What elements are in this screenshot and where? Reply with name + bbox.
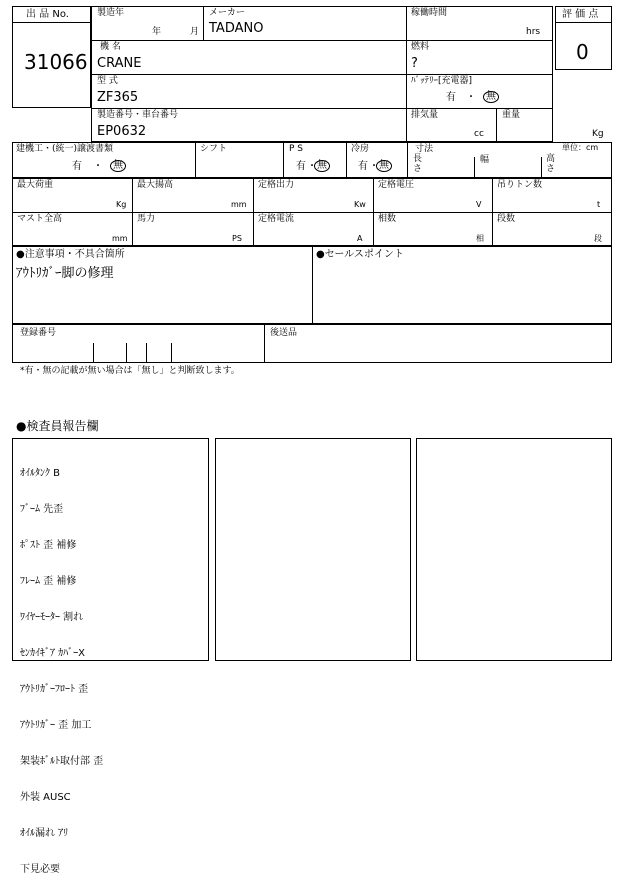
hours-unit: hrs [526, 27, 541, 37]
year-unit-year: 年 [152, 27, 162, 37]
transfer-docs-label: 建機工・(統一)譲渡書類 [16, 144, 114, 154]
ps-label: P S [289, 144, 304, 154]
max-load-label: 最大荷重 [17, 180, 54, 190]
fuel-value: ? [411, 56, 418, 71]
rated-output-label: 定格出力 [258, 180, 295, 190]
height-label: 高 さ [546, 154, 556, 174]
inspector-line: ｵｲﾙ漏れ ｱﾘ [20, 828, 69, 839]
maker-label: メーカー [209, 8, 245, 18]
year-unit-month: 月 [190, 27, 200, 37]
registration-box [12, 324, 612, 363]
lot-number-label: 出 品 No. [26, 9, 69, 20]
inspector-line: ｱｳﾄﾘｶﾞｰﾌﾛｰﾄ 歪 [20, 684, 89, 695]
inspector-line: ﾜｲﾔｰﾓｰﾀｰ 割れ [20, 612, 84, 623]
caution-value: ｱｳﾄﾘｶﾞｰ脚の修理 [16, 266, 114, 281]
stages-label: 段数 [497, 214, 516, 224]
rated-current-label: 定格電流 [258, 214, 295, 224]
battery-no-circled: 無 [483, 91, 499, 103]
cooling-yes: 有 [358, 161, 368, 172]
serial-value: EP0632 [97, 124, 147, 139]
transfer-docs-no-circled: 無 [110, 160, 126, 172]
inspector-line: ﾌﾞｰﾑ 先歪 [20, 504, 64, 515]
footnote: *有・無の記載が無い場合は「無し」と判断致します。 [20, 366, 240, 376]
width-label: 幅 [480, 155, 490, 165]
displacement-label: 排気量 [411, 110, 439, 120]
battery-separator: ・ [466, 92, 476, 103]
weight-unit: Kg [592, 129, 604, 139]
ps-separator: ・ [307, 161, 317, 172]
maker-value: TADANO [209, 21, 264, 36]
mast-height-label: マスト全高 [17, 214, 63, 224]
caution-label: ●注意事項・不具合箇所 [16, 249, 125, 260]
rated-current-unit: A [357, 234, 363, 243]
post-delivery-label: 後送品 [270, 328, 298, 338]
ps-no-circled: 無 [314, 160, 330, 172]
weight-label: 重量 [502, 110, 521, 120]
tonnage-unit: t [597, 200, 601, 209]
serial-label: 製造番号・車台番号 [97, 110, 179, 120]
inspector-line: ﾎﾟｽﾄ 歪 補修 [20, 540, 77, 551]
sales-point-label: ●セールスポイント [316, 249, 404, 260]
cooling-label: 冷房 [351, 144, 370, 154]
machine-name-label: 機 名 [100, 42, 121, 52]
rating-value: 0 [576, 40, 589, 64]
machine-name-value: CRANE [97, 56, 142, 71]
ps-yes: 有 [296, 161, 306, 172]
dimensions-label: 寸法 [415, 144, 434, 154]
rated-voltage-unit: V [476, 200, 482, 209]
max-lift-unit: mm [231, 200, 247, 209]
year-label: 製造年 [97, 8, 125, 18]
model-label: 型 式 [97, 76, 118, 86]
length-label: 長 さ [413, 154, 423, 174]
inspector-line: 下見必要 [20, 864, 60, 875]
dimensions-unit: 単位：cm [562, 143, 599, 152]
lot-number-value: 31066 [24, 50, 88, 74]
inspector-line: ｵｲﾙﾀﾝｸ B [20, 468, 61, 479]
mast-height-unit: mm [112, 234, 128, 243]
inspector-line: ｾﾝｶｲｷﾞｱ ｶﾊﾞｰX [20, 648, 86, 659]
battery-label: ﾊﾞｯﾃﾘｰ[充電器] [411, 76, 473, 86]
cooling-no-circled: 無 [376, 160, 392, 172]
battery-yes: 有 [446, 92, 456, 103]
model-value: ZF365 [97, 90, 139, 105]
max-lift-label: 最大揚高 [137, 180, 174, 190]
rating-label: 評 価 点 [562, 9, 599, 20]
inspector-line: 外装 AUSC [20, 792, 71, 803]
tonnage-label: 吊りトン数 [497, 180, 543, 190]
hours-label: 稼働時間 [411, 8, 448, 18]
rated-output-unit: Kw [354, 200, 366, 209]
inspector-line: ﾌﾚｰﾑ 歪 補修 [20, 576, 77, 587]
inspector-line: 架装ﾎﾞﾙﾄ取付部 歪 [20, 756, 104, 767]
stages-unit: 段 [594, 234, 602, 243]
rated-voltage-label: 定格電圧 [378, 180, 415, 190]
phase-label: 相数 [378, 214, 397, 224]
fuel-label: 燃料 [411, 42, 430, 52]
shift-label: シフト [200, 144, 228, 154]
displacement-unit: cc [474, 129, 484, 139]
horsepower-label: 馬力 [137, 214, 156, 224]
horsepower-unit: PS [232, 234, 242, 243]
inspector-panel-2 [215, 438, 411, 661]
transfer-docs-separator: ・ [93, 161, 103, 172]
inspector-panel-3 [416, 438, 612, 661]
cooling-separator: ・ [369, 161, 379, 172]
registration-label: 登録番号 [20, 328, 57, 338]
inspector-line: ｱｳﾄﾘｶﾞｰ 歪 加工 [20, 720, 92, 731]
phase-unit: 相 [476, 234, 484, 243]
max-load-unit: Kg [116, 200, 127, 209]
transfer-docs-yes: 有 [72, 161, 82, 172]
inspector-report-title: ●検査員報告欄 [16, 419, 99, 433]
inspector-notes-list [20, 444, 103, 888]
